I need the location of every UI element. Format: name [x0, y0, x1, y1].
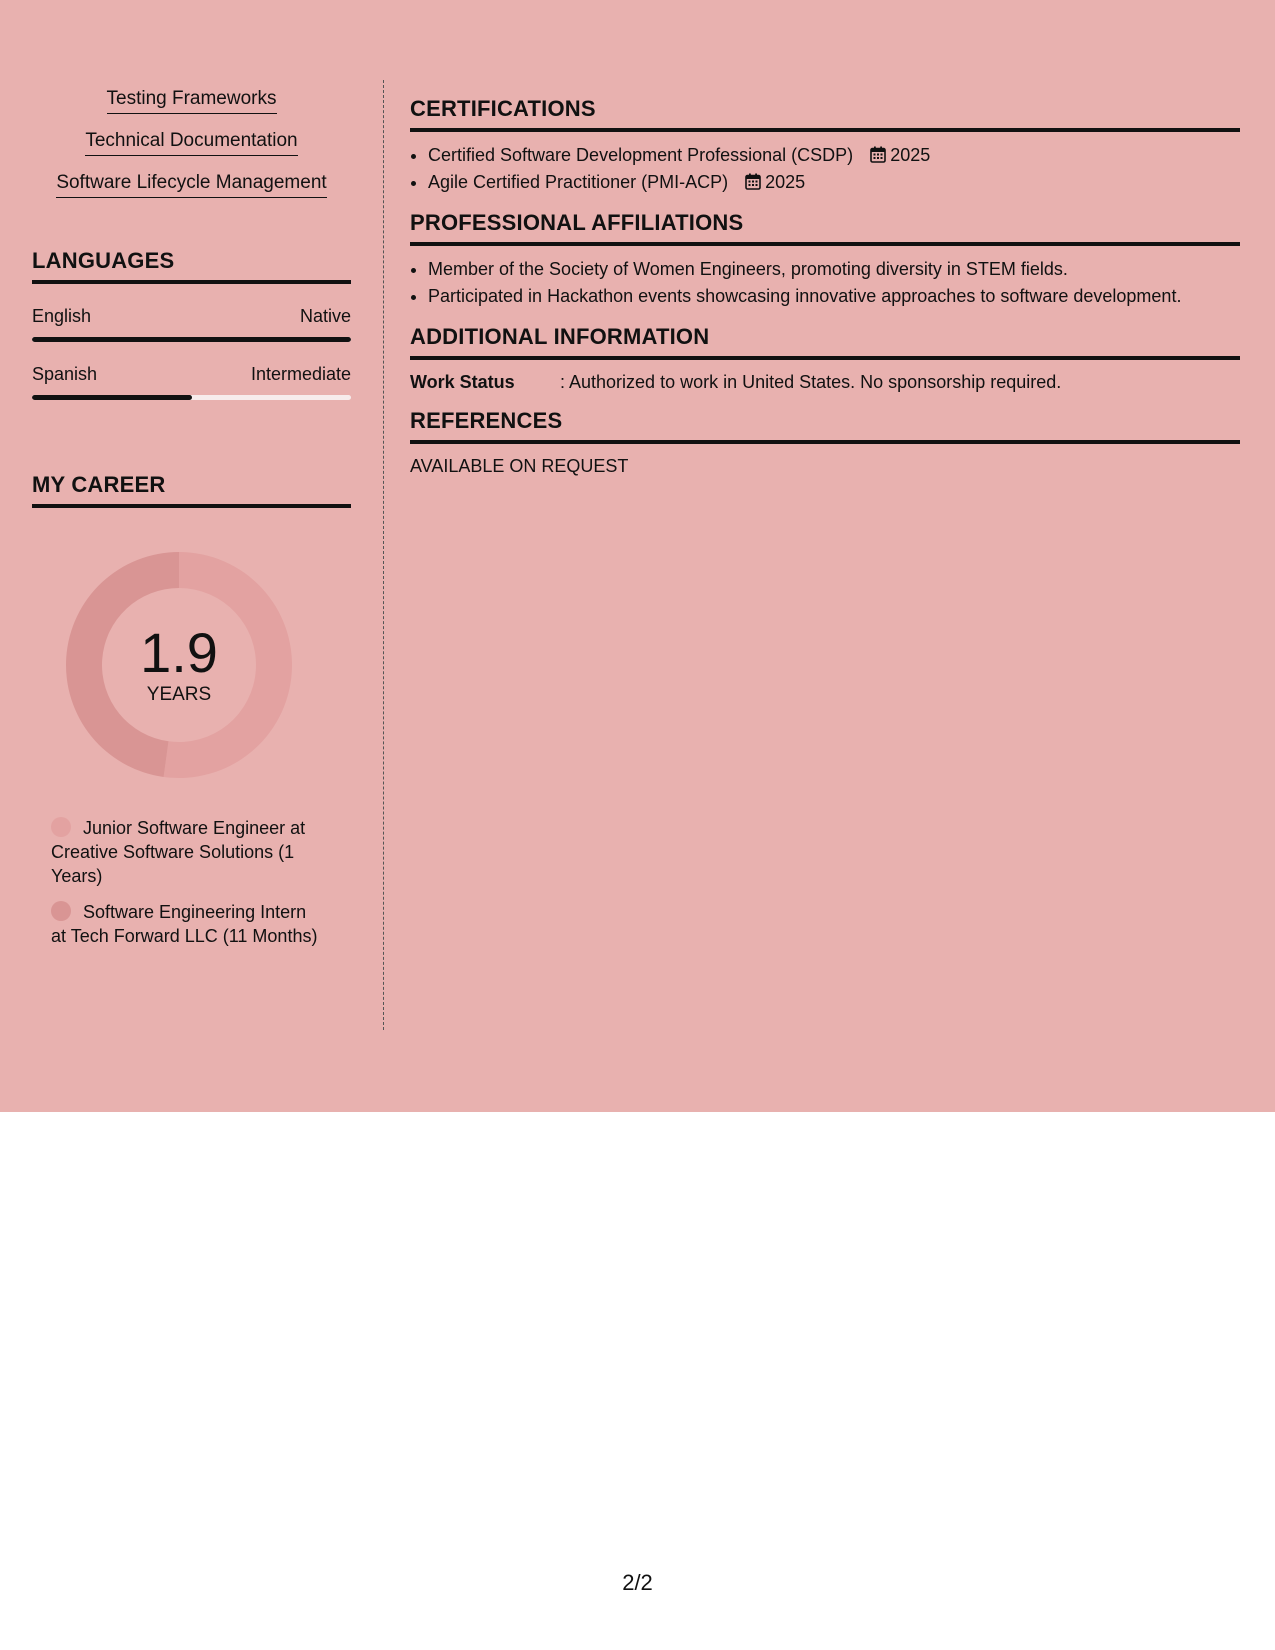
career-section — [32, 472, 351, 948]
career-legend-item — [51, 900, 321, 948]
references-text: AVAILABLE ON REQUEST — [410, 456, 629, 476]
additional-information-section — [410, 324, 1240, 394]
right-column — [410, 80, 1240, 491]
career-legend-label: Junior Software Engineer at Creative Software Solutions (1 Years) — [51, 818, 306, 886]
language-row — [32, 364, 351, 385]
language-level: Intermediate — [250, 364, 351, 384]
languages-section — [32, 248, 351, 400]
calendar-icon — [745, 173, 761, 190]
column-divider — [383, 80, 384, 1030]
calendar-icon — [870, 146, 886, 163]
certification-year — [870, 145, 930, 165]
career-legend — [51, 816, 321, 948]
career-total-unit: YEARS — [146, 684, 212, 705]
section-heading: CERTIFICATIONS — [410, 96, 1240, 132]
references-section — [410, 408, 1240, 477]
language-level: Native — [299, 306, 351, 326]
career-donut-chart — [64, 550, 294, 780]
section-heading: MY CAREER — [32, 472, 351, 508]
language-proficiency-bar — [32, 337, 351, 342]
donut-center-label — [64, 550, 294, 780]
certification-year-text: 2025 — [765, 172, 806, 192]
certifications-list — [410, 142, 1240, 196]
certification-year-text: 2025 — [890, 145, 931, 165]
certification-item — [428, 169, 1240, 196]
skill-item: Technical Documentation — [85, 130, 297, 156]
section-heading: REFERENCES — [410, 408, 1240, 444]
certification-name: Agile Certified Practitioner (PMI-ACP) — [428, 172, 729, 192]
certification-year — [745, 172, 805, 192]
career-total-value: 1.9 — [140, 621, 218, 684]
language-proficiency-fill — [32, 337, 351, 342]
info-row — [410, 370, 1240, 394]
language-proficiency-bar — [32, 395, 351, 400]
page-number: 2/2 — [622, 1570, 653, 1595]
language-row — [32, 306, 351, 327]
certification-item — [428, 142, 1240, 169]
left-column — [32, 80, 351, 960]
legend-dot-icon — [51, 817, 71, 837]
info-value: : Authorized to work in United States. No sponsorship required. — [560, 372, 1062, 392]
skill-item: Software Lifecycle Management — [56, 172, 326, 198]
section-heading: LANGUAGES — [32, 248, 351, 284]
section-heading: ADDITIONAL INFORMATION — [410, 324, 1240, 360]
skill-item: Testing Frameworks — [107, 88, 277, 114]
skills-list — [32, 88, 351, 214]
info-label: Work Status — [410, 372, 515, 392]
certifications-section — [410, 96, 1240, 196]
career-legend-label: Software Engineering Intern at Tech Forward LLC (11 Months) — [51, 902, 318, 946]
language-name: English — [32, 306, 92, 326]
affiliation-item: • Member of the Society of Women Engineers, promoting diversity in STEM fields. — [428, 256, 1240, 283]
legend-dot-icon — [51, 901, 71, 921]
section-heading: PROFESSIONAL AFFILIATIONS — [410, 210, 1240, 246]
affiliations-section — [410, 210, 1240, 310]
career-legend-item — [51, 816, 321, 888]
language-proficiency-fill — [32, 395, 192, 400]
certification-name: Certified Software Development Professional (CSDP) — [428, 145, 854, 165]
language-name: Spanish — [32, 364, 98, 384]
affiliations-list — [410, 256, 1240, 310]
affiliation-item: • Participated in Hackathon events showcasing innovative approaches to software development. — [428, 283, 1240, 310]
